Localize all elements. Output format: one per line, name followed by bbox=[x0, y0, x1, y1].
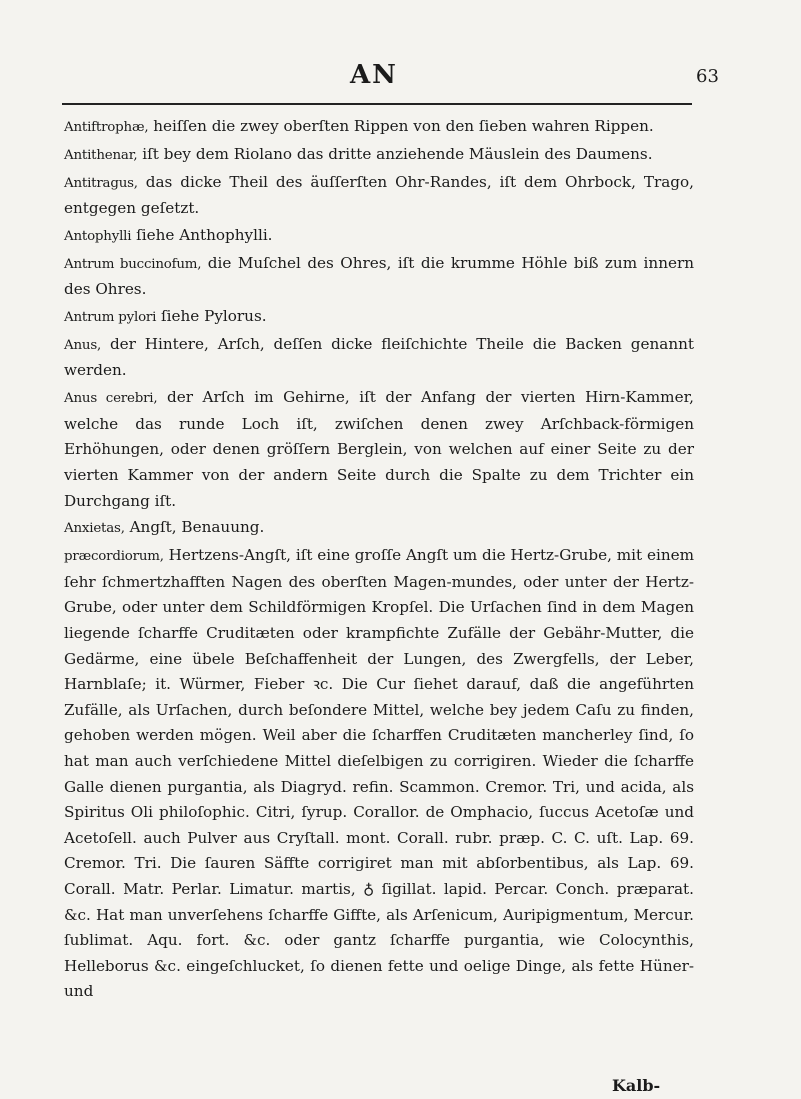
entry-text: ſiehe Anthophylli. bbox=[131, 225, 273, 244]
entry-antophylli bbox=[64, 223, 694, 250]
entry-term: Anus, bbox=[64, 337, 102, 353]
entry-term: Antrum pylori bbox=[64, 310, 157, 326]
entry-anus-cerebri bbox=[64, 385, 694, 514]
entry-text: Hertzens-Angſt, iſt eine groſſe Angſt um die Hertz-Grube, mit einem ſehr ſchmertzhafften Nagen des oberſten Magen-mundes, oder unter der Hertz-Grube, oder unter dem Schildförmigen Kropſel. Die Urſachen ſind in dem Magen liegende ſcharffe Cruditæten oder krampfichte Zufälle der Gebähr-Mutter, die Gedärme, eine übele Beſchaffenheit der Lungen, des Zwergfells, der Leber, Harnblaſe; it. Würmer, Fieber ꝛc. Die Cur ſiehet darauf, daß die angeführten Zufälle, als Urſachen, durch beſondere Mittel, welche bey jedem Caſu zu finden, gehoben werden mögen. Weil aber die ſcharffen Cruditæten mancherley ſind, ſo hat man auch verſchiedene Mittel dieſelbigen zu corrigiren. Wieder die ſcharffe Galle dienen purgantia, als Diagryd. refin. Scammon. Cremor. Tri, und acida, als Spiritus Oli philoſophic. Citri, ſyrup. Corallor. de Omphacio, ſuccus Acetoſæ und Acetoſell. auch Pulver aus Cryſtall. mont. Corall. rubr. præp. C. C. uſt. Lap. 69. Cremor. Tri. Die ſauren Säffte corrigiret man mit abſorbentibus, als Lap. 69. Corall. Matr. Perlar. Limatur. martis, ♁ ſigillat. lapid. Percar. Conch. præparat. &c. Hat man unverſehens ſcharffe Giffte, als Arſenicum, Auripigmentum, Mercur. ſublimat. Aqu. fort. &c. oder gantz ſcharffe purgantia, wie Colocynthis, Helleborus &c. eingeſchlucket, ſo dienen fette und oelige Dinge, als fette Hüner- und bbox=[64, 546, 694, 1001]
catchword: Kalb- bbox=[612, 1076, 661, 1095]
entry-term: Antophylli bbox=[64, 228, 132, 244]
entry-text: der Arſch im Gehirne, iſt der Anfang der vierten Hirn-Kammer, welche das runde Loch iſt, zwiſchen denen zwey Arſchback-förmigen Erhöhungen, oder denen gröſſern Berglein, von welchen auf einer Seite zu der vierten Kammer von der andern Seite durch die Spalte zu dem Trichter ein Durchgang iſt. bbox=[64, 388, 694, 510]
entry-antrum-buccinosum bbox=[64, 251, 694, 303]
entry-antitragus bbox=[64, 170, 694, 222]
entry-antistrophae bbox=[64, 114, 694, 141]
page-number: 63 bbox=[696, 66, 719, 87]
entry-anxietas bbox=[64, 515, 694, 542]
header-rule bbox=[62, 103, 692, 105]
entry-antithenar bbox=[64, 142, 694, 169]
entry-text: Angſt, Benauung. bbox=[124, 518, 265, 537]
entry-text: ſiehe Pylorus. bbox=[156, 307, 267, 326]
dictionary-entries bbox=[64, 114, 694, 1006]
running-head: AN bbox=[350, 60, 398, 90]
entry-term: Antrum buccinofum, bbox=[64, 256, 202, 272]
entry-term: Antithenar, bbox=[64, 147, 138, 163]
entry-term: præcordiorum, bbox=[64, 549, 164, 565]
entry-term: Anus cerebri, bbox=[64, 391, 158, 407]
entry-text: heiſſen die zwey oberſten Rippen von den ſieben wahren Rippen. bbox=[148, 117, 654, 135]
entry-term: Anxietas, bbox=[64, 521, 125, 537]
entry-text: das dicke Theil des äuſſerſten Ohr-Randes, iſt dem Ohrbock, Trago, entgegen geſetzt. bbox=[64, 172, 694, 218]
entry-text: die Muſchel des Ohres, iſt die krumme Höhle biß zum innern des Ohres. bbox=[64, 253, 694, 299]
entry-term: Antitragus, bbox=[64, 175, 138, 191]
entry-praecordiorum bbox=[64, 543, 694, 1005]
entry-text: iſt bey dem Riolano das dritte anziehende Mäuslein des Daumens. bbox=[137, 144, 653, 163]
entry-antrum-pylori bbox=[64, 304, 694, 331]
entry-text: der Hintere, Arſch, deſſen dicke fleiſchichte Theile die Backen genannt werden. bbox=[64, 334, 694, 380]
page-header bbox=[0, 60, 801, 100]
entry-term: Antiftrophæ, bbox=[64, 120, 149, 135]
entry-anus bbox=[64, 332, 694, 384]
